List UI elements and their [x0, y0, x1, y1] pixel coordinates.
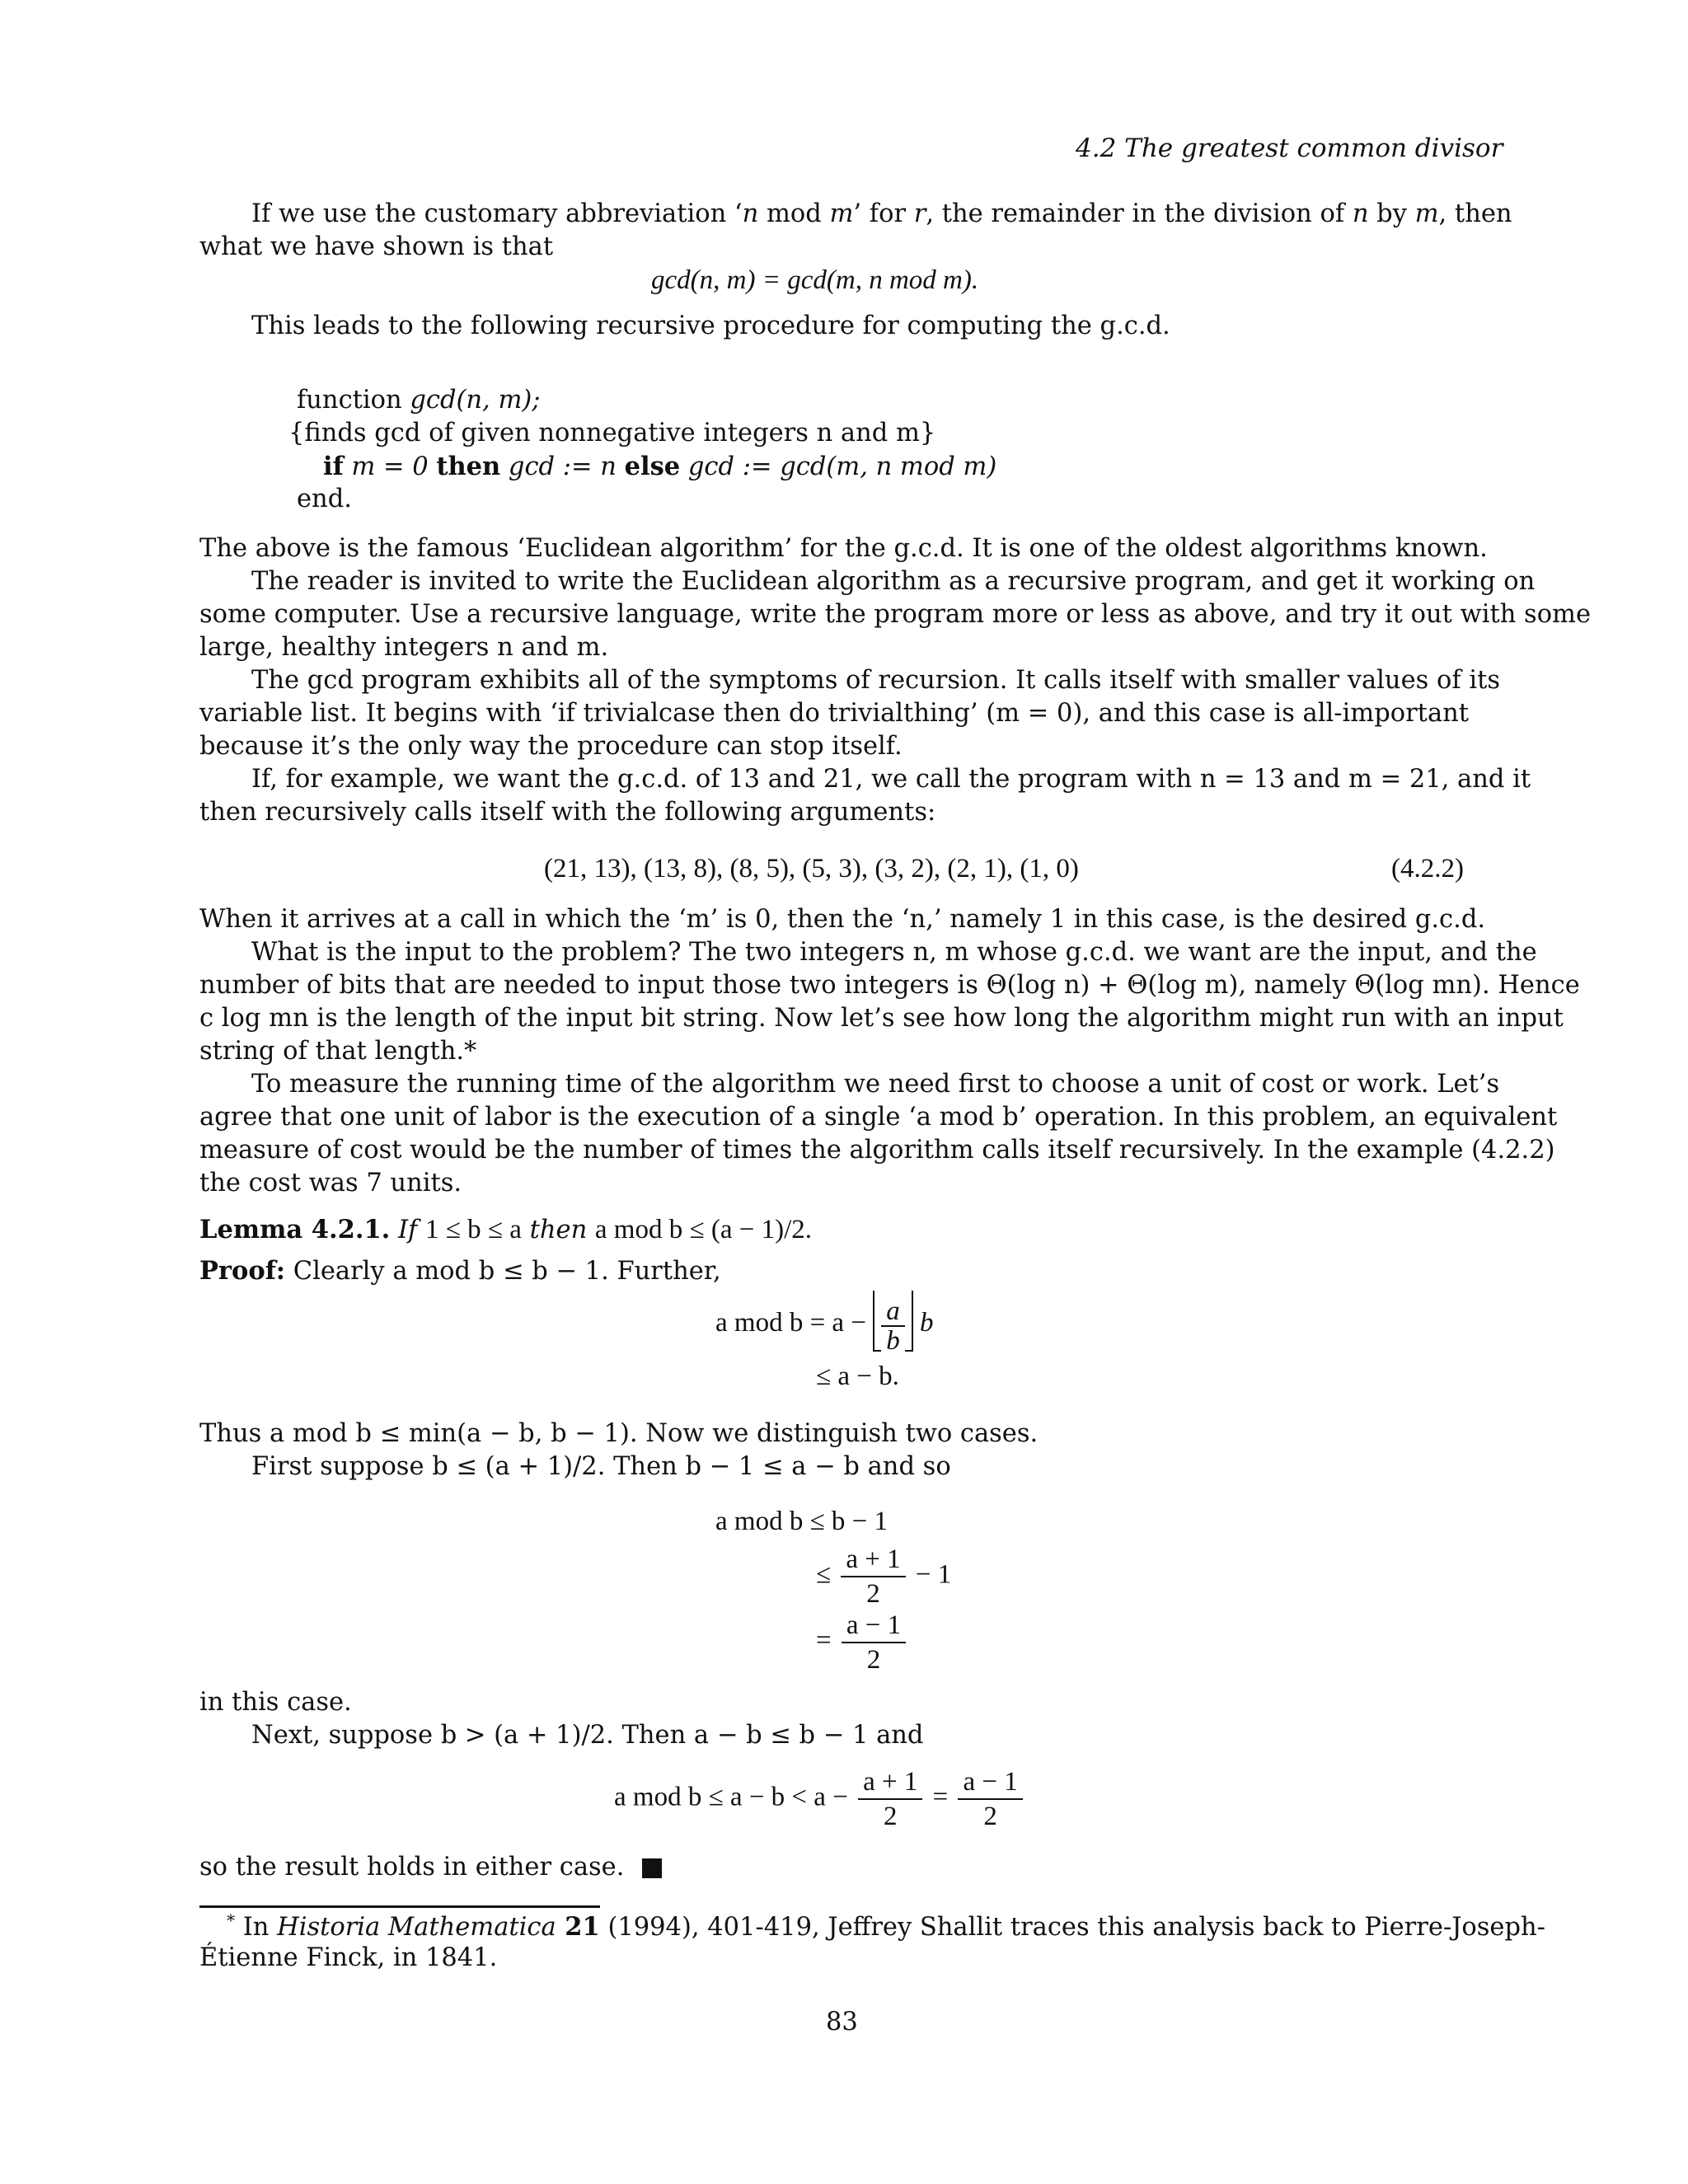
numerator: a − 1	[958, 1765, 1022, 1800]
var-n: n	[742, 199, 759, 228]
code-line-1	[297, 386, 541, 415]
denominator: 2	[983, 1802, 997, 1831]
equation-case-2	[614, 1765, 1026, 1833]
paragraph-8-line-4: string of that length.*	[199, 1037, 477, 1066]
paragraph-7: When it arrives at a call in which the ‘m’ is 0, then the ‘n,’ namely 1 in this case, is the desired g.c.d.	[199, 905, 1486, 934]
math: a mod b = a −	[715, 1308, 866, 1338]
paragraph-8-line-1: What is the input to the problem? The two integers n, m whose g.c.d. we want are the input, and the	[251, 938, 1537, 967]
equation-number: (4.2.2)	[1391, 854, 1464, 883]
equation-floor	[715, 1294, 933, 1355]
text: , then	[1438, 199, 1512, 228]
paragraph-8-line-3: c log mn is the length of the input bit string. Now let’s see how long the algorithm might run with an input	[199, 1004, 1564, 1033]
footnote-line-1	[227, 1910, 1545, 1942]
volume: 21	[556, 1912, 600, 1943]
math: 1 ≤ b ≤ a	[425, 1215, 522, 1244]
var-m: m	[1414, 199, 1439, 228]
paragraph-9-line-4: the cost was 7 units.	[199, 1169, 462, 1197]
paragraph-9-line-3: measure of cost would be the number of times the algorithm calls itself recursively. In the example (4.2.2)	[199, 1136, 1555, 1165]
function-keyword: function	[297, 386, 410, 415]
denominator: 2	[883, 1802, 898, 1831]
math: b	[919, 1308, 934, 1338]
paragraph-8-line-2: number of bits that are needed to input those two integers is Θ(log n) + Θ(log m), namely Θ(log mn). Hence	[199, 971, 1580, 1000]
paragraph-3: The above is the famous ‘Euclidean algorithm’ for the g.c.d. It is one of the oldest algorithms known.	[199, 534, 1488, 563]
denominator: 2	[866, 1579, 880, 1609]
numerator: a + 1	[841, 1543, 905, 1577]
proof-intro	[199, 1256, 721, 1286]
numerator: a − 1	[842, 1609, 906, 1643]
paragraph-10: Thus a mod b ≤ min(a − b, b − 1). Now we distinguish two cases.	[199, 1419, 1039, 1448]
paragraph-5-line-1: The gcd program exhibits all of the symptoms of recursion. It calls itself with smaller values of its	[251, 666, 1500, 695]
numerator: a	[881, 1297, 905, 1327]
text: by	[1368, 199, 1415, 228]
paragraph-6-line-2: then recursively calls itself with the following arguments:	[199, 798, 936, 827]
var-r: r	[913, 199, 926, 228]
then-branch: gcd := n	[500, 452, 625, 481]
paragraph-5-line-2: variable list. It begins with ‘if trivialcase then do trivialthing’ (m = 0), and this case is all-important	[199, 699, 1470, 728]
equation-case-1-line-3	[816, 1609, 909, 1676]
equation-floor-line-2: ≤ a − b.	[816, 1361, 899, 1391]
numerator: a + 1	[858, 1765, 922, 1800]
page-number: 83	[826, 2008, 858, 2036]
paragraph-2: This leads to the following recursive procedure for computing the g.c.d.	[251, 312, 1170, 340]
paragraph-9-line-2: agree that one unit of labor is the execution of a single ‘a mod b’ operation. In this problem, an equivalent	[199, 1103, 1558, 1132]
paragraph-4-line-1: The reader is invited to write the Euclidean algorithm as a recursive program, and get it working on	[251, 567, 1536, 596]
paragraph-12: in this case.	[199, 1688, 352, 1717]
equation-gcd-identity: gcd(n, m) = gcd(m, n mod m).	[651, 265, 979, 295]
paragraph-4-line-2: some computer. Use a recursive language, write the program more or less as above, and try it out with some	[199, 600, 1592, 629]
footnote-mark: *	[227, 1910, 235, 1930]
text: In	[235, 1913, 278, 1943]
if-keyword: if	[323, 452, 344, 481]
equation-case-1-line-1: a mod b ≤ b − 1	[715, 1507, 889, 1536]
paragraph-13: Next, suppose b > (a + 1)/2. Then a − b ≤ b − 1 and	[251, 1721, 924, 1750]
math: a mod b ≤ (a − 1)/2.	[594, 1215, 812, 1244]
text: ’ for	[853, 199, 914, 228]
relation: =	[816, 1625, 832, 1656]
relation: =	[932, 1782, 949, 1812]
denominator: b	[886, 1325, 900, 1356]
lemma-label: Lemma 4.2.1.	[199, 1215, 391, 1244]
code-line-2: {finds gcd of given nonnegative integers n and m}	[288, 419, 936, 448]
then-keyword: then	[436, 452, 501, 481]
else-branch: gcd := gcd(m, n mod m)	[680, 452, 997, 481]
paragraph-4-line-3: large, healthy integers n and m.	[199, 633, 609, 662]
paragraph-1-line-1	[251, 199, 1512, 228]
proof-label: Proof:	[199, 1256, 286, 1286]
text: If we use the customary abbreviation ‘	[251, 199, 743, 228]
footnote-rule	[199, 1905, 600, 1908]
paragraph-9-line-1: To measure the running time of the algorithm we need first to choose a unit of cost or work. Let’s	[251, 1070, 1500, 1099]
text: , the remainder in the division of	[926, 199, 1353, 228]
math: a mod b ≤ a − b < a −	[614, 1782, 848, 1812]
text: mod	[758, 199, 830, 228]
var-n: n	[1352, 199, 1369, 228]
text: If	[398, 1216, 426, 1244]
paragraph-14	[199, 1853, 662, 1882]
code-line-3	[323, 452, 996, 481]
text: Clearly a mod b ≤ b − 1. Further,	[285, 1257, 721, 1286]
condition: m = 0	[343, 452, 437, 481]
text: (1994), 401-419, Jeffrey Shallit traces this analysis back to Pierre-Joseph-	[599, 1913, 1545, 1943]
equation-case-1-line-2	[816, 1543, 951, 1610]
qed-square-icon	[642, 1858, 662, 1878]
equation-call-sequence: (21, 13), (13, 8), (8, 5), (5, 3), (3, 2), (2, 1), (1, 0)	[544, 854, 1079, 883]
paragraph-11: First suppose b ≤ (a + 1)/2. Then b − 1 ≤ a − b and so	[251, 1452, 951, 1481]
else-keyword: else	[624, 452, 681, 481]
floor-bracket	[873, 1295, 913, 1354]
running-head: 4.2 The greatest common divisor	[1076, 134, 1503, 163]
journal-title: Historia Mathematica	[277, 1913, 556, 1943]
paragraph-5-line-3: because it’s the only way the procedure can stop itself.	[199, 732, 903, 761]
paragraph-6-line-1: If, for example, we want the g.c.d. of 13 and 21, we call the program with n = 13 and m = 21, and it	[251, 765, 1531, 794]
denominator: 2	[866, 1645, 881, 1675]
footnote-line-2: Étienne Finck, in 1841.	[199, 1943, 498, 1972]
paragraph-1-line-2: what we have shown is that	[199, 232, 554, 261]
lemma-4-2-1	[199, 1215, 812, 1245]
relation: ≤	[816, 1559, 832, 1590]
code-line-4: end.	[297, 485, 352, 513]
var-m: m	[829, 199, 854, 228]
math: − 1	[915, 1559, 952, 1590]
text: so the result holds in either case.	[199, 1853, 625, 1882]
function-signature: gcd(n, m);	[410, 386, 541, 415]
text: then	[521, 1216, 595, 1244]
